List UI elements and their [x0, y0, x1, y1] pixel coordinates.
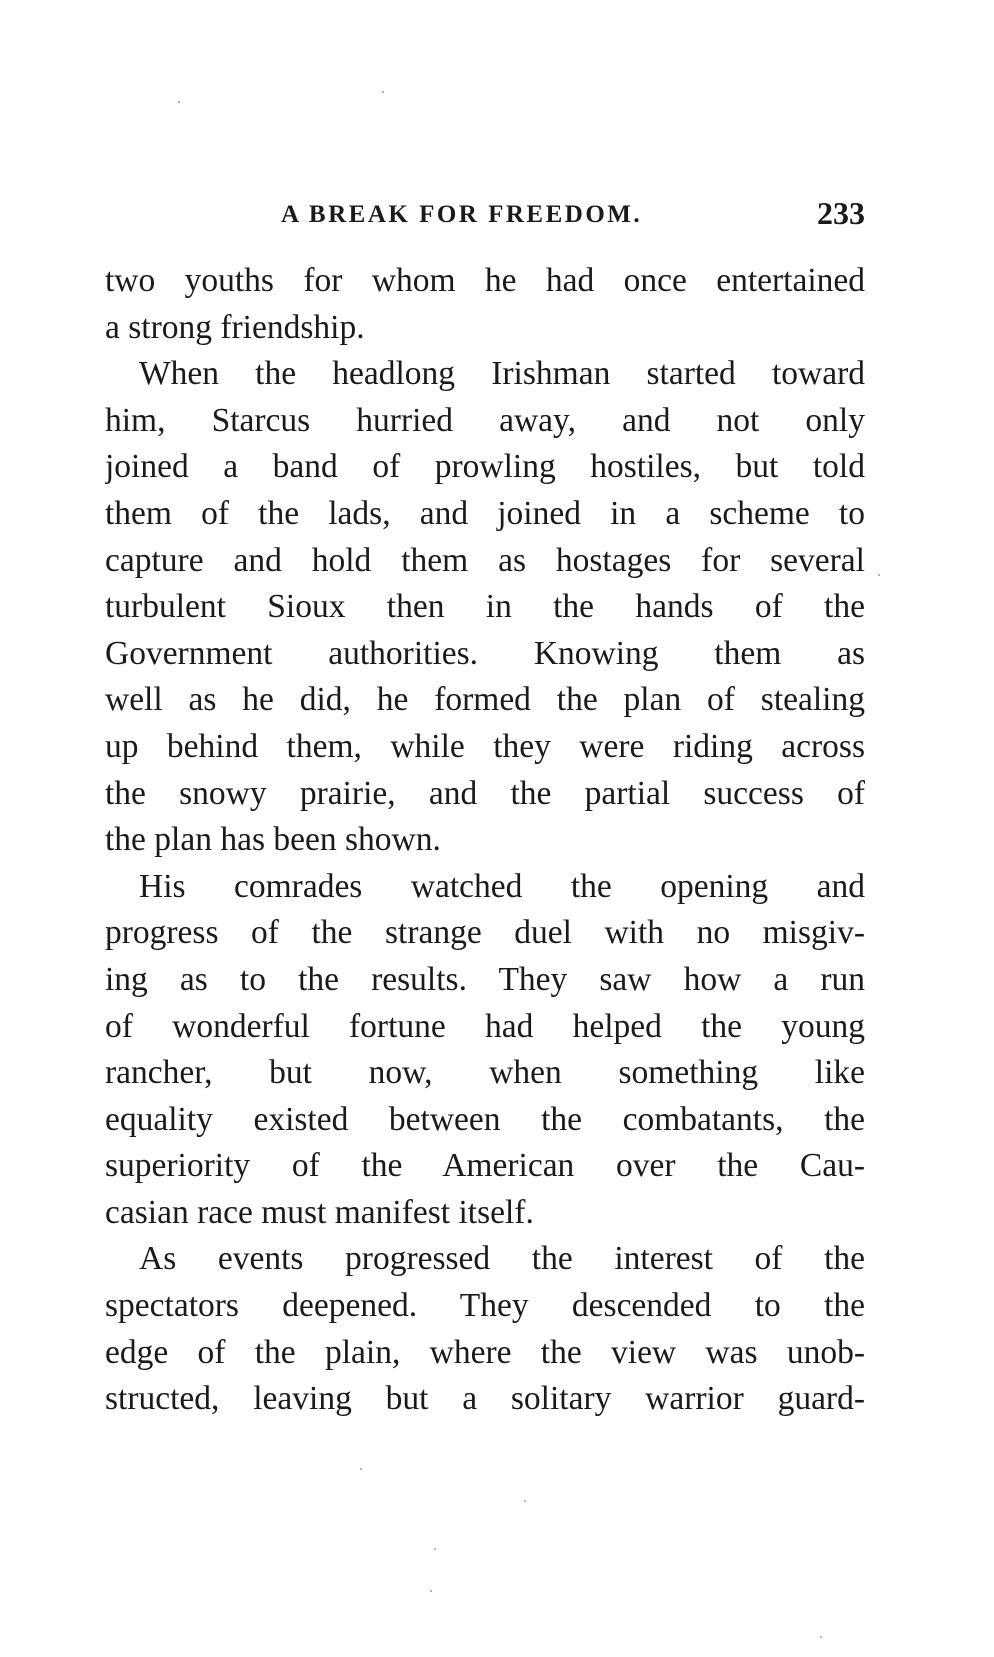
- text-line: two youths for whom he had once entertained: [105, 262, 865, 299]
- scan-speck: [820, 1636, 822, 1638]
- running-header: [105, 195, 865, 235]
- text-line: the snowy prairie, and the partial success of: [105, 774, 865, 812]
- text-line: rancher, but now, when something like: [105, 1054, 865, 1092]
- text-line: spectators deepened. They descended to the: [105, 1287, 865, 1325]
- paragraph-3: [105, 864, 865, 1237]
- text-line: Government authorities. Knowing them as: [105, 634, 865, 672]
- text-line: When the headlong Irishman started toward: [139, 355, 865, 393]
- text-line: superiority of the American over the Cau-: [105, 1147, 865, 1185]
- scan-speck: [434, 1548, 436, 1550]
- text-line: him, Starcus hurried away, and not only: [105, 401, 865, 439]
- body-text: [105, 258, 865, 1423]
- scan-speck: [178, 101, 180, 103]
- text-line: joined a band of prowling hostiles, but told: [105, 448, 865, 486]
- text-line: turbulent Sioux then in the hands of the: [105, 588, 865, 626]
- paragraph-1: [105, 258, 865, 351]
- text-line: equality existed between the combatants, the: [105, 1100, 865, 1138]
- scan-speck: [430, 1590, 432, 1592]
- page-number: 233: [817, 195, 865, 231]
- text-line: As events progressed the interest of the: [139, 1240, 865, 1278]
- paragraph-4: [105, 1236, 865, 1422]
- text-line: of wonderful fortune had helped the young: [105, 1007, 865, 1045]
- scan-speck: [878, 574, 880, 576]
- text-line: ing as to the results. They saw how a run: [105, 960, 865, 998]
- text-line: well as he did, he formed the plan of stealing: [105, 681, 865, 719]
- text-line: structed, leaving but a solitary warrior guard-: [105, 1380, 865, 1418]
- text-line: up behind them, while they were riding across: [105, 727, 865, 765]
- text-line: capture and hold them as hostages for several: [105, 541, 865, 579]
- scan-speck: [524, 1500, 526, 1502]
- paragraph-2: [105, 351, 865, 864]
- text-line: edge of the plain, where the view was unob-: [105, 1333, 865, 1371]
- scan-speck: [360, 1468, 362, 1470]
- text-line: the plan has been shown.: [105, 821, 441, 859]
- text-line: progress of the strange duel with no misgiv-: [105, 914, 865, 952]
- text-line: His comrades watched the opening and: [139, 867, 865, 905]
- text-line: them of the lads, and joined in a scheme to: [105, 494, 865, 532]
- text-line: casian race must manifest itself.: [105, 1193, 534, 1231]
- text-line: a strong friendship.: [105, 308, 365, 346]
- scan-speck: [382, 91, 384, 93]
- chapter-title: A BREAK FOR FREEDOM.: [281, 201, 643, 228]
